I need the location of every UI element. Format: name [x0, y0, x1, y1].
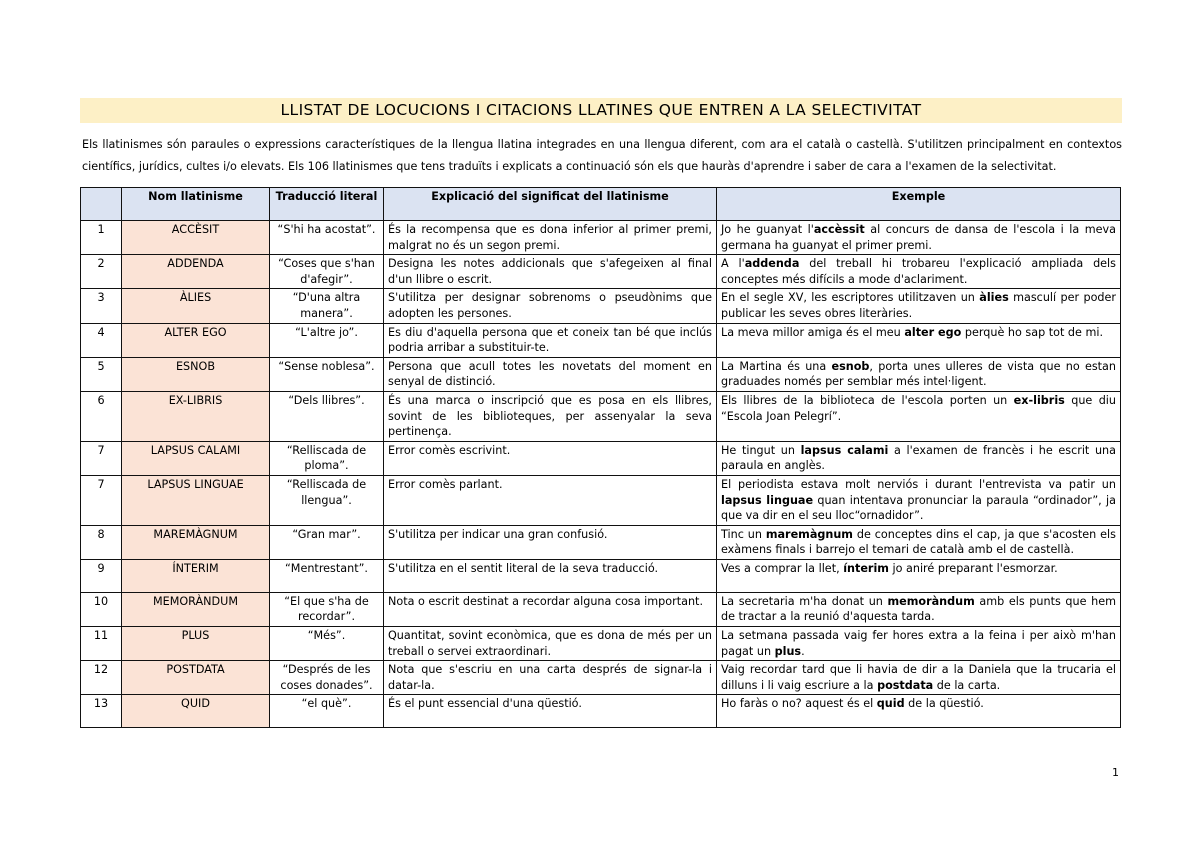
- example-highlighted-term: alter ego: [904, 325, 962, 339]
- latinism-name: MEMORÀNDUM: [122, 592, 270, 626]
- literal-translation: “Relliscada de ploma”.: [270, 441, 384, 475]
- example-sentence: [717, 221, 1121, 255]
- latinism-name: ÍNTERIM: [122, 559, 270, 592]
- meaning-explanation: Nota o escrit destinat a recordar alguna cosa important.: [384, 592, 717, 626]
- literal-translation: “L'altre jo”.: [270, 323, 384, 357]
- meaning-explanation: S'utilitza per indicar una gran confusió.: [384, 525, 717, 559]
- table-row: [81, 221, 1121, 255]
- row-number: 9: [81, 559, 122, 592]
- latinism-name: QUID: [122, 695, 270, 728]
- table-row: [81, 357, 1121, 391]
- latinism-name: LAPSUS LINGUAE: [122, 475, 270, 525]
- example-text-after: , porta unes ulleres de vista que no estan graduades només per semblar més intel·ligent.: [721, 359, 1116, 389]
- example-highlighted-term: accèssit: [813, 223, 865, 236]
- table-row: [81, 525, 1121, 559]
- literal-translation: “el què”.: [270, 695, 384, 728]
- example-text-before: Els llibres de la biblioteca de l'escola porten un: [721, 393, 1014, 407]
- header-number: [81, 188, 122, 221]
- meaning-explanation: Persona que acull totes les novetats del moment en senyal de distinció.: [384, 357, 717, 391]
- literal-translation: “Més”.: [270, 627, 384, 661]
- literal-translation: “D'una altra manera”.: [270, 289, 384, 323]
- example-highlighted-term: lapsus calami: [800, 443, 889, 457]
- example-highlighted-term: plus: [774, 644, 802, 658]
- example-text-after: a l'examen de francès i he escrit una paraula en anglès.: [721, 443, 1116, 473]
- literal-translation: “Dels llibres”.: [270, 391, 384, 441]
- literal-translation: “S'hi ha acostat”.: [270, 221, 384, 255]
- example-sentence: [717, 391, 1121, 441]
- example-sentence: [717, 357, 1121, 391]
- example-text-after: .: [801, 644, 805, 658]
- example-sentence: [717, 559, 1121, 592]
- meaning-explanation: És el punt essencial d'una qüestió.: [384, 695, 717, 728]
- header-traduccio: Traducció literal: [270, 188, 384, 221]
- example-highlighted-term: esnob: [831, 359, 870, 373]
- latinism-name: ESNOB: [122, 357, 270, 391]
- example-text-after: de la qüestió.: [904, 697, 984, 711]
- literal-translation: “Després de les coses donades”.: [270, 661, 384, 695]
- example-text-after: de la carta.: [933, 678, 1001, 692]
- table-row: [81, 441, 1121, 475]
- meaning-explanation: Es diu d'aquella persona que et coneix tan bé que inclús podria arribar a substituir-te.: [384, 323, 717, 357]
- example-text-before: El periodista estava molt nerviós i durant l'entrevista va patir un: [721, 477, 1116, 491]
- header-exemple: Exemple: [717, 188, 1121, 221]
- row-number: 5: [81, 357, 122, 391]
- example-sentence: [717, 627, 1121, 661]
- example-highlighted-term: ínterim: [843, 561, 889, 575]
- example-highlighted-term: maremàgnum: [765, 527, 853, 541]
- example-text-after: de conceptes dins el cap, ja que s'acosten els exàmens finals i barrejo el temari de català amb el de castellà.: [721, 527, 1116, 557]
- example-text-before: En el segle XV, les escriptores utilitzaven un: [721, 291, 980, 305]
- latinism-name: POSTDATA: [122, 661, 270, 695]
- meaning-explanation: Designa les notes addicionals que s'afegeixen al final d'un llibre o escrit.: [384, 255, 717, 289]
- meaning-explanation: Nota que s'escriu en una carta després de signar-la i datar-la.: [384, 661, 717, 695]
- example-text-before: Jo he guanyat l': [721, 223, 814, 236]
- example-sentence: [717, 592, 1121, 626]
- row-number: 3: [81, 289, 122, 323]
- example-highlighted-term: lapsus linguae: [721, 493, 814, 507]
- example-text-before: La secretaria m'ha donat un: [721, 594, 888, 608]
- literal-translation: “Sense noblesa”.: [270, 357, 384, 391]
- example-sentence: [717, 323, 1121, 357]
- example-text-after: que diu “Escola Joan Pelegrí”.: [721, 393, 1116, 423]
- example-text-before: He tingut un: [721, 443, 801, 457]
- row-number: 13: [81, 695, 122, 728]
- row-number: 11: [81, 627, 122, 661]
- row-number: 8: [81, 525, 122, 559]
- literal-translation: “El que s'ha de recordar”.: [270, 592, 384, 626]
- example-highlighted-term: postdata: [877, 678, 934, 692]
- header-explicacio: Explicació del significat del llatinisme: [384, 188, 717, 221]
- table-row: [81, 695, 1121, 728]
- example-text-after: del treball hi trobareu l'explicació ampliada dels conceptes més difícils a mode d'aclariment.: [721, 257, 1116, 286]
- example-text-before: La Martina és una: [721, 359, 832, 373]
- latinism-name: ACCÈSIT: [122, 221, 270, 255]
- meaning-explanation: És una marca o inscripció que es posa en els llibres, sovint de les biblioteques, per assenyalar la seva pertinença.: [384, 391, 717, 441]
- row-number: 1: [81, 221, 122, 255]
- row-number: 12: [81, 661, 122, 695]
- row-number: 7: [81, 441, 122, 475]
- table-row: [81, 323, 1121, 357]
- latinism-name: PLUS: [122, 627, 270, 661]
- latinism-name: EX-LIBRIS: [122, 391, 270, 441]
- meaning-explanation: Quantitat, sovint econòmica, que es dona de més per un treball o servei extraordinari.: [384, 627, 717, 661]
- example-text-after: masculí per poder publicar les seves obres literàries.: [721, 291, 1116, 320]
- example-sentence: [717, 475, 1121, 525]
- example-sentence: [717, 661, 1121, 695]
- table-row: [81, 391, 1121, 441]
- latinism-name: LAPSUS CALAMI: [122, 441, 270, 475]
- example-highlighted-term: memoràndum: [887, 594, 975, 608]
- meaning-explanation: És la recompensa que es dona inferior al primer premi, malgrat no és un segon premi.: [384, 221, 717, 255]
- latinism-name: ALTER EGO: [122, 323, 270, 357]
- example-highlighted-term: quid: [876, 697, 905, 711]
- example-text-after: quan intentava pronunciar la paraula “ordinador”, ja que va dir en el seu lloc“ornadidor”.: [721, 493, 1116, 523]
- document-title: LLISTAT DE LOCUCIONS I CITACIONS LLATINES QUE ENTREN A LA SELECTIVITAT: [80, 98, 1122, 123]
- row-number: 6: [81, 391, 122, 441]
- example-text-after: amb els punts que hem de tractar a la reunió d'aquesta tarda.: [721, 594, 1116, 624]
- example-text-before: A l': [721, 257, 745, 271]
- example-sentence: [717, 695, 1121, 728]
- meaning-explanation: Error comès parlant.: [384, 475, 717, 525]
- latinism-name: MAREMÀGNUM: [122, 525, 270, 559]
- latinism-name: ADDENDA: [122, 255, 270, 289]
- example-text-before: La setmana passada vaig fer hores extra a la feina i per això m'han pagat un: [721, 629, 1116, 658]
- intro-paragraph: Els llatinismes són paraules o expressions característiques de la llengua llatina integrades en una llengua diferent, com ara el català o castellà. S'utilitzen principalment en contextos científics, jurídics, cultes i/o elevats. Els 106 llatinismes que tens traduïts i explicats a continuació són els que hauràs d'aprendre i saber de cara a l'examen de la selectivitat.: [82, 138, 1122, 173]
- row-number: 4: [81, 323, 122, 357]
- table-row: [81, 289, 1121, 323]
- literal-translation: “Mentrestant”.: [270, 559, 384, 592]
- table-header-row: [81, 188, 1121, 221]
- header-nom: Nom llatinisme: [122, 188, 270, 221]
- example-text-before: Ves a comprar la llet,: [721, 561, 844, 575]
- row-number: 10: [81, 592, 122, 626]
- latinism-name: ÀLIES: [122, 289, 270, 323]
- meaning-explanation: S'utilitza per designar sobrenoms o pseudònims que adopten les persones.: [384, 289, 717, 323]
- example-text-before: Vaig recordar tard que li havia de dir a la Daniela que la trucaria el dilluns i li vaig escriure a la: [721, 663, 1116, 692]
- literal-translation: “Gran mar”.: [270, 525, 384, 559]
- meaning-explanation: S'utilitza en el sentit literal de la seva traducció.: [384, 559, 717, 592]
- table-row: [81, 255, 1121, 289]
- example-text-after: jo aniré preparant l'esmorzar.: [888, 561, 1058, 575]
- literal-translation: “Coses que s'han d'afegir”.: [270, 255, 384, 289]
- meaning-explanation: Error comès escrivint.: [384, 441, 717, 475]
- example-sentence: [717, 441, 1121, 475]
- example-text-before: Tinc un: [721, 527, 766, 541]
- table-row: [81, 592, 1121, 626]
- example-sentence: [717, 255, 1121, 289]
- example-text-after: al concurs de dansa de l'escola i la meva germana ha guanyat el primer premi.: [721, 223, 1116, 252]
- page-number: 1: [1112, 766, 1119, 779]
- example-highlighted-term: addenda: [744, 257, 800, 271]
- example-highlighted-term: àlies: [979, 291, 1009, 305]
- row-number: 7: [81, 475, 122, 525]
- example-highlighted-term: ex-libris: [1013, 393, 1065, 407]
- example-text-before: Ho faràs o no? aquest és el: [721, 697, 877, 711]
- latinisms-table: [80, 187, 1121, 728]
- example-sentence: [717, 289, 1121, 323]
- example-text-after: perquè ho sap tot de mi.: [961, 325, 1104, 339]
- table-row: [81, 627, 1121, 661]
- table-row: [81, 559, 1121, 592]
- example-sentence: [717, 525, 1121, 559]
- literal-translation: “Relliscada de llengua”.: [270, 475, 384, 525]
- table-row: [81, 661, 1121, 695]
- example-text-before: La meva millor amiga és el meu: [721, 325, 905, 339]
- table-row: [81, 475, 1121, 525]
- row-number: 2: [81, 255, 122, 289]
